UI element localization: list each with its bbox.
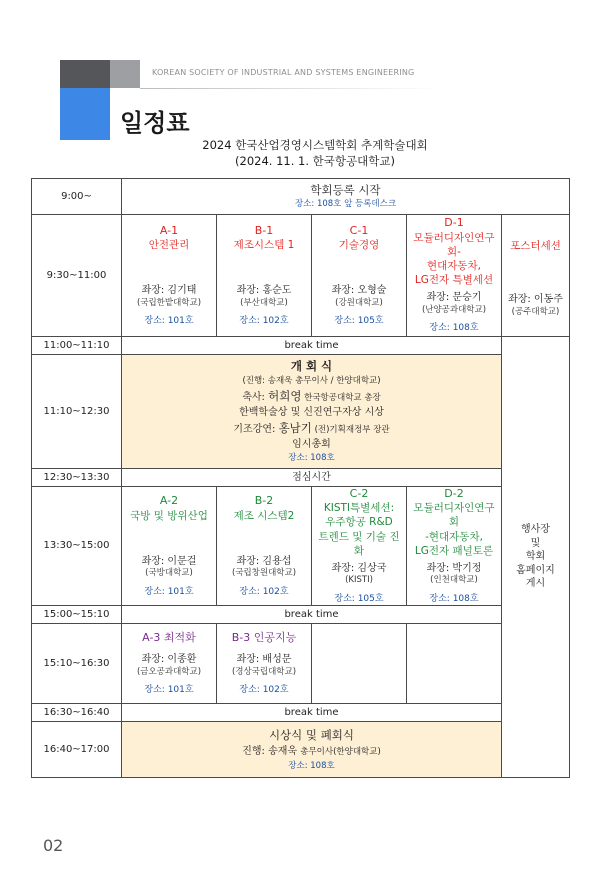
session-name-line: LG전자 특별세션 [414, 274, 494, 287]
time-cell: 13:30~15:00 [32, 487, 122, 606]
session-name: 제조 시스템2 [233, 509, 295, 522]
session-b3 [217, 624, 312, 704]
row-break [32, 337, 570, 355]
break-cell: break time [122, 606, 502, 624]
session-chair: 좌장: 김용섭 [236, 555, 292, 567]
session-c2 [312, 487, 407, 606]
session-room: 장소: 105호 [334, 316, 384, 327]
session-room: 장소: 108호 [429, 323, 479, 334]
side-note-line: 행사장 [521, 524, 550, 536]
session-chair: 좌장: 문승기 [426, 292, 482, 304]
schedule-table [31, 178, 570, 778]
session-room: 장소: 102호 [239, 316, 289, 327]
time-cell: 9:30~11:00 [32, 215, 122, 337]
opening-ceremony-cell [122, 355, 502, 469]
session-room: 장소: 108호 [429, 593, 479, 604]
session-code: C-1 [349, 223, 369, 237]
session-chair: 좌장: 박기정 [426, 562, 482, 574]
session-name: 안전관리 [148, 239, 190, 251]
side-note-line: 게시 [525, 578, 546, 590]
closing-ceremony-cell [122, 722, 502, 778]
session-code: A-2 [159, 494, 179, 508]
conference-date-place: (2024. 11. 1. 한국항공대학교) [235, 154, 395, 168]
registration-place: 장소: 108호 앞 등록데스크 [294, 198, 397, 209]
keynote-name: 홍남기 [278, 421, 312, 436]
session-affiliation: (부산대학교) [240, 297, 288, 308]
time-cell: 16:40~17:00 [32, 722, 122, 778]
speech-name: 허희영 [268, 388, 302, 403]
registration-cell [122, 179, 570, 215]
time-cell: 15:00~15:10 [32, 606, 122, 624]
session-room: 장소: 102호 [239, 685, 289, 696]
session-affiliation: (국립창원대학교) [231, 568, 297, 579]
session-name-line: 모듈러디자인연구회- [413, 231, 495, 258]
time-cell: 11:00~11:10 [32, 337, 122, 355]
registration-title: 학회등록 시작 [310, 183, 381, 197]
session-room: 장소: 105호 [334, 593, 384, 604]
session-chair: 좌장: 배성문 [236, 654, 292, 666]
society-name-en: KOREAN SOCIETY OF INDUSTRIAL AND SYSTEMS ENGINEERING [152, 68, 415, 77]
opening-general-meeting: 임시총회 [292, 439, 331, 451]
header-blue-block [60, 88, 110, 140]
keynote-role: (전)기획재정부 장관 [311, 425, 390, 436]
session-name-line: -현대자동차, [425, 530, 483, 543]
session-affiliation: (KISTI) [345, 575, 373, 586]
empty-cell [312, 624, 407, 704]
time-cell: 12:30~13:30 [32, 469, 122, 487]
session-name: 기술경영 [338, 239, 380, 251]
time-cell: 9:00~ [32, 179, 122, 215]
side-note-line: 학회 [525, 551, 546, 563]
session-name-line: LG전자 패널토론 [414, 544, 494, 557]
session-code: B-1 [254, 223, 274, 237]
page-number: 02 [43, 836, 64, 855]
opening-speech [124, 388, 499, 405]
session-affiliation: (국립한밭대학교) [136, 297, 202, 308]
session-poster [502, 215, 570, 337]
session-affiliation: (강원대학교) [335, 297, 383, 308]
speech-role: 한국항공대학교 총장 [301, 392, 381, 403]
session-code: A-1 [159, 223, 179, 237]
session-affiliation: (인천대학교) [430, 575, 478, 586]
opening-place: 장소: 108호 [288, 453, 335, 464]
session-name-line: KISTI특별세션: [323, 502, 395, 515]
session-d2 [407, 487, 502, 606]
header-dark-block [60, 60, 110, 88]
lunch-cell: 점심시간 [122, 469, 502, 487]
closing-moderator [124, 744, 499, 760]
conference-title: 2024 한국산업경영시스템학회 추계학술대회 [202, 138, 428, 152]
session-name: 제조시스템 1 [233, 239, 295, 251]
session-room: 장소: 102호 [239, 586, 289, 597]
session-b1 [217, 215, 312, 337]
session-code: D-2 [444, 487, 464, 500]
opening-moderator: (진행: 송재욱 총무이사 / 한양대학교) [242, 376, 381, 387]
session-a1 [122, 215, 217, 337]
session-name-line: 모듈러디자인연구회 [413, 502, 495, 529]
time-cell: 11:10~12:30 [32, 355, 122, 469]
session-affiliation: (공주대학교) [511, 306, 560, 317]
session-code: B-2 [254, 494, 274, 508]
keynote-label: 기조강연: [233, 424, 279, 436]
session-name-line: 트렌드 및 기술 진화 [318, 530, 400, 557]
break-cell: break time [122, 704, 502, 722]
session-name: 포스터세션 [510, 239, 561, 252]
session-chair: 좌장: 이종환 [141, 654, 197, 666]
opening-title: 개 회 식 [290, 358, 333, 373]
row-afternoon-sessions [32, 487, 570, 606]
session-code: C-2 [349, 487, 369, 500]
row-registration [32, 179, 570, 215]
side-note-line: 홈페이지 [516, 564, 555, 576]
row-opening [32, 355, 570, 469]
session-c1 [312, 215, 407, 337]
empty-cell [407, 624, 502, 704]
session-chair: 좌장: 이문걸 [141, 555, 197, 567]
closing-moderator-label: 진행: 송재욱 [242, 745, 301, 757]
row-morning-sessions [32, 215, 570, 337]
session-chair: 좌장: 홍순도 [236, 285, 292, 297]
opening-keynote [124, 420, 499, 437]
session-a3 [122, 624, 217, 704]
session-chair: 좌장: 오형술 [331, 285, 387, 297]
speech-label: 축사: [242, 391, 269, 403]
row-break [32, 606, 570, 624]
page-title: 일정표 [120, 109, 190, 137]
session-code: D-1 [444, 216, 464, 230]
session-chair: 좌장: 김기태 [141, 285, 197, 297]
session-name: 국방 및 방위산업 [130, 509, 208, 522]
time-cell: 15:10~16:30 [32, 624, 122, 704]
session-b2 [217, 487, 312, 606]
row-break [32, 704, 570, 722]
session-name-line: 우주항공 R&D [325, 516, 393, 529]
session-room: 장소: 101호 [144, 685, 194, 696]
closing-title: 시상식 및 폐회식 [268, 727, 355, 742]
session-chair: 좌장: 김상국 [331, 562, 387, 574]
side-note-line: 및 [530, 537, 541, 549]
row-late-sessions [32, 624, 570, 704]
session-affiliation: (난양공과대학교) [421, 304, 487, 315]
closing-place: 장소: 108호 [288, 760, 335, 771]
session-affiliation: (금오공과대학교) [136, 666, 202, 677]
time-cell: 16:30~16:40 [32, 704, 122, 722]
session-affiliation: (국방대학교) [145, 568, 193, 579]
header-divider [140, 88, 440, 89]
session-name-line: 현대자동차, [426, 260, 482, 273]
row-closing [32, 722, 570, 778]
side-note-cell [502, 337, 570, 778]
opening-award: 한백학술상 및 신진연구자상 시상 [239, 407, 384, 419]
closing-moderator-role: 총무이사(한양대학교) [300, 746, 381, 757]
session-chair: 좌장: 이동주 [508, 294, 563, 306]
session-room: 장소: 101호 [144, 316, 194, 327]
header-gray-block [110, 60, 140, 88]
break-cell: break time [122, 337, 502, 355]
row-lunch [32, 469, 570, 487]
session-room: 장소: 101호 [144, 586, 194, 597]
session-title: B-3 인공지능 [231, 630, 297, 644]
session-title: A-3 최적화 [142, 630, 196, 644]
session-affiliation: (경상국립대학교) [231, 666, 297, 677]
session-d1 [407, 215, 502, 337]
session-a2 [122, 487, 217, 606]
